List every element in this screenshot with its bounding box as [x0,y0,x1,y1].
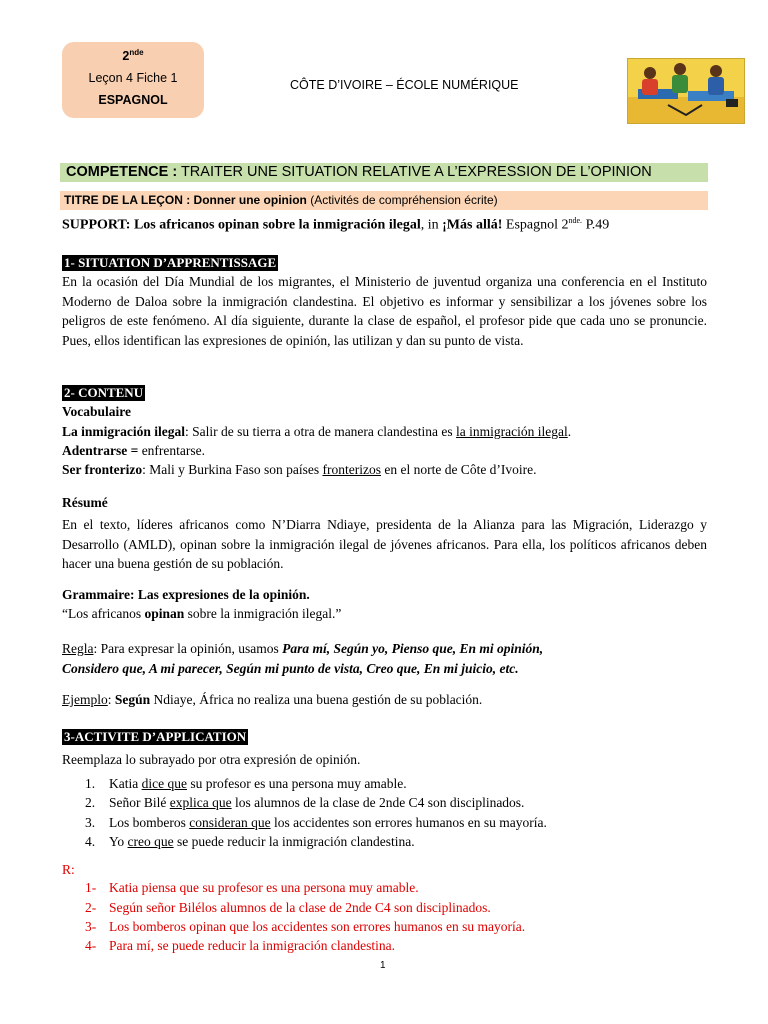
activity-instruction: Reemplaza lo subrayado por otra expresión de opinión. [62,752,361,767]
ejemplo-line: Ejemplo: Según Ndiaye, África no realiza una buena gestión de su población. [62,692,483,707]
resume-title: Résumé [62,495,108,510]
vocab-item-2: Adentrarse = enfrentarse. [62,443,206,458]
level-label: 2nde [122,48,144,64]
competence-banner [60,163,708,182]
lesson-badge [62,42,204,118]
list-item: 1. Katia dice que su profesor es una persona muy amable. [85,776,407,791]
situation-text: En la ocasión del Día Mundial de los migrantes, el Ministerio de juventud organiza una conferencia en el Instituto Moderno de Daloa sobre la inmigración clandestina. El objetivo es informar y sensibilizar a los jóvenes sobre los peligros de este fenómeno. Al día siguiente, durante la clase de español, el profesor pide que cada uno se pronuncie. Pues, ellos identifican las expresiones de opinión, las utilizan y dan su punto de vista. [62,274,707,348]
page-header-title: CÔTE D’IVOIRE – ÉCOLE NUMÉRIQUE [290,78,519,92]
vocab-item-3: Ser fronterizo: Mali y Burkina Faso son países fronterizos en el norte de Côte d’Ivoire. [62,462,537,477]
vocab-title: Vocabulaire [62,404,132,419]
page-number: 1 [380,960,386,971]
competence-text: TRAITER UNE SITUATION RELATIVE A L’EXPRESSION DE L’OPINION [177,164,652,180]
list-item: 4. Yo creo que se puede reducir la inmigración clandestina. [85,834,415,849]
support-line: SUPPORT: Los africanos opinan sobre la inmigración ilegal, in ¡Más allá! Espagnol $2^{nde.}$ P.49 [62,216,610,233]
regla-line-1: Regla: Para expresar la opinión, usamos Para mí, Según yo, Pienso que, En mi opinión, [62,641,544,656]
answer-item: 2- Según señor Bilélos alumnos de la clase de 2nde C4 son disciplinados. [85,900,491,915]
answer-item: 4- Para mí, se puede reducir la inmigración clandestina. [85,938,396,953]
list-item: 2. Señor Bilé explica que los alumnos de la clase de 2nde C4 son disciplinados. [85,795,525,810]
students-illustration [627,58,745,124]
lesson-title-banner [60,191,708,210]
list-item: 3. Los bomberos consideran que los accidentes son errores humanos en su mayoría. [85,815,547,830]
grammar-title: Grammaire: Las expresiones de la opinión. [62,587,310,602]
subject-label: ESPAGNOL [98,93,168,108]
vocab-item-1: La inmigración ilegal: Salir de su tierra a otra de manera clandestina es la inmigración ilegal. [62,424,572,439]
section-heading-situation: 1- SITUATION D’APPRENTISSAGE [64,255,277,270]
resume-text: En el texto, líderes africanos como N’Diarra Ndiaye, presidenta de la Alianza para las Migración, Liderazgo y Desarrollo (AMLD), opinan sobre la inmigración ilegal de jóvenes africanos. Para ella, los políticos africanos deben hacer una buena gestión de su población. [62,517,707,572]
answer-label: R: [62,862,75,877]
answer-item: 1- Katia piensa que su profesor es una persona muy amable. [85,880,419,895]
section-heading-activite: 3-ACTIVITE D’APPLICATION [64,729,247,744]
regla-line-2: Considero que, A mi parecer, Según mi punto de vista, Creo que, En mi juicio, etc. [62,661,519,676]
lesson-title: TITRE DE LA LEÇON : Donner une opinion [64,193,307,207]
competence-label: COMPETENCE : [66,164,178,180]
grammar-quote: “Los africanos opinan sobre la inmigración ilegal.” [62,606,342,621]
lesson-label: Leçon 4 Fiche 1 [88,71,178,86]
answer-item: 3- Los bomberos opinan que los accidentes son errores humanos en su mayoría. [85,919,526,934]
section-heading-contenu: 2- CONTENU [64,385,144,400]
lesson-title-note: (Activités de compréhension écrite) [306,193,498,207]
